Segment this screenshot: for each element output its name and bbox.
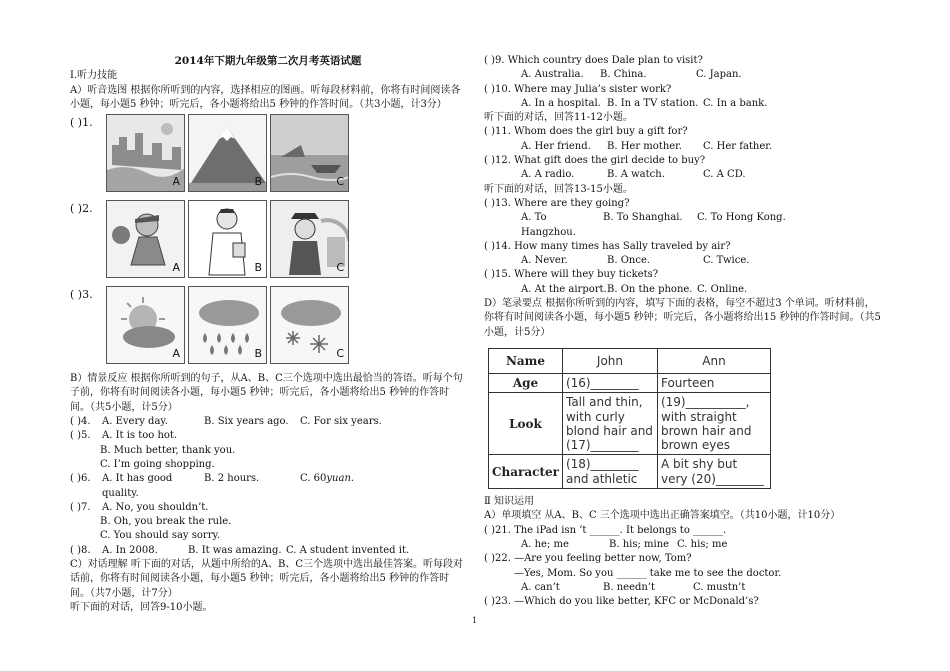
option-a: A. Her friend. [521, 140, 591, 152]
picture-city-option [106, 114, 185, 192]
picture-seaside-option [270, 114, 349, 192]
part1-heading: Ⅰ.听力技能 [70, 70, 118, 82]
option-tag: B [254, 346, 262, 360]
option-c: C. You should say sorry. [100, 530, 220, 542]
option-a: A. In a hospital. [521, 97, 601, 109]
option-a: A. Every day. [102, 416, 168, 428]
option-b: B. On the phone. [607, 283, 693, 295]
question-11: ( )11. Whom does the girl buy a gift for? [484, 126, 688, 138]
question-7 [70, 501, 466, 515]
option-b: B. A watch. [607, 169, 665, 181]
picture-rain-option [188, 286, 267, 364]
cell-ann-character[interactable]: A bit shy but very (20)________ [657, 455, 770, 489]
option-b: B. Much better, thank you. [100, 444, 236, 456]
question-8 [70, 544, 466, 558]
picture-player-option [106, 200, 185, 278]
option-c: C. I’m going shopping. [100, 458, 215, 470]
option-a: A. At the airport. [521, 283, 607, 295]
option-a: A. It has good quality. [102, 473, 173, 499]
question-21-options [484, 538, 884, 552]
option-tag: B [254, 174, 262, 188]
right-column [484, 54, 884, 609]
option-c: C. For six years. [300, 416, 382, 428]
question-5 [70, 429, 466, 443]
pic-question-label: ( )2. [70, 202, 93, 216]
question-10: ( )10. Where may Julia’s sister work? [484, 83, 672, 95]
option-c: C. In a bank. [703, 97, 768, 109]
row-header-character: Character [489, 455, 563, 489]
part1-c-intro: C）对话理解 听下面的对话，从题中所给的A、B、C三个选项中选出最佳答案。听每段对话前，你将有时间阅读各小题，每小题5 秒钟；听完后，各小题将给出5 秒钟的作答时间。（共7小题，计7分） [70, 559, 464, 599]
table-row [489, 348, 771, 373]
question-21: ( )21. The iPad isn ’t ______. It belongs to ______. [484, 524, 727, 536]
question-11-options [484, 140, 884, 154]
option-tag: A [172, 174, 180, 188]
option-a: A. A radio. [521, 169, 575, 181]
option-a: A. In 2008. [102, 544, 158, 556]
option-b: B. To Shanghai. [603, 212, 683, 224]
option-b: B. 2 hours. [204, 473, 260, 485]
option-b: B. In a TV station. [607, 97, 699, 109]
row-header-name: Name [489, 348, 563, 373]
option-tag: B [254, 260, 262, 274]
question-13-options [484, 211, 884, 240]
picture-doctor-option [188, 200, 267, 278]
table-row [489, 393, 771, 455]
table-row [489, 455, 771, 489]
note-taking-table [488, 348, 771, 489]
question-number: ( )4. [70, 416, 91, 428]
left-column [70, 54, 466, 615]
option-c: C. Online. [697, 283, 748, 295]
question-22: ( )22. —Are you feeling better now, Tom? [484, 553, 692, 565]
question-13: ( )13. Where are they going? [484, 197, 630, 209]
part1-b-intro: B）情景反应 根据你所听到的句子，从A、B、C三个选项中选出最恰当的答语。听每个句子前，你将有时间阅读各小题，每小题5 秒钟；听完后，各小题将给出5 秒钟的作答时间。（共5小题，计5分） [70, 373, 463, 413]
part1-a-intro: A）听音选图 根据你所听到的内容，选择相应的图画。听每段材料前，你将有时间阅读各小题，每小题5 秒钟；听完后，各小题将给出5 秒钟的作答时间。（共3小题，计3分） [70, 84, 461, 110]
option-c: C. Twice. [703, 255, 750, 267]
question-12: ( )12. What gift does the girl decide to buy? [484, 155, 706, 167]
option-a: A. he; me [521, 538, 569, 550]
question-number: ( )8. [70, 544, 91, 556]
question-number: ( )6. [70, 473, 91, 485]
option-tag: A [172, 260, 180, 274]
cell-john-look[interactable]: Tall and thin, with curly blond hair and (17)________ [562, 393, 657, 455]
picture-snow-option [270, 286, 349, 364]
option-c: C. A CD. [703, 169, 746, 181]
option-a: A. can’t [521, 581, 560, 593]
cell-ann-age: Fourteen [657, 373, 770, 392]
picture-police-option [270, 200, 349, 278]
question-15-options [484, 283, 884, 297]
cell-john-character[interactable]: (18)________ and athletic [562, 455, 657, 489]
page-number: 1 [472, 616, 478, 625]
option-a: A. Never. [521, 255, 568, 267]
option-c: C. Japan. [696, 69, 742, 81]
part2-heading: Ⅱ 知识运用 [484, 496, 534, 508]
option-b: B. his; mine [609, 538, 670, 550]
option-c: C. 60yuan. [300, 473, 355, 485]
question-14-options [484, 254, 884, 268]
pic-question-3 [70, 286, 466, 368]
option-a: A. Australia. [521, 69, 584, 81]
option-tag: C [336, 346, 344, 360]
header-john: John [562, 348, 657, 373]
note-13-15: 听下面的对话，回答13-15小题。 [484, 183, 633, 195]
option-c: C. Her father. [703, 140, 773, 152]
question-6 [70, 472, 466, 501]
question-number: ( )7. [70, 501, 91, 513]
exam-title: 2014年下期九年级第二次月考英语试题 [174, 55, 362, 67]
cell-john-age[interactable]: (16)________ [562, 373, 657, 392]
question-number: ( )5. [70, 430, 91, 442]
option-b: B. Once. [607, 255, 651, 267]
header-ann: Ann [657, 348, 770, 373]
picture-mountain-option [188, 114, 267, 192]
table-row [489, 373, 771, 392]
question-9: ( )9. Which country does Dale plan to visit? [484, 55, 703, 66]
row-header-age: Age [489, 373, 563, 392]
option-c: C. A student invented it. [286, 544, 410, 556]
option-a: A. To Hangzhou. [521, 212, 576, 238]
question-9-options [484, 68, 884, 82]
option-c: C. mustn’t [693, 581, 746, 593]
option-tag: A [172, 346, 180, 360]
question-4 [70, 415, 466, 429]
question-14: ( )14. How many times has Sally traveled by air? [484, 240, 731, 252]
part2-a-intro: A）单项填空 从A、B、C 三个选项中选出正确答案填空。（共10小题，计10分） [484, 510, 841, 522]
option-b: B. China. [600, 69, 647, 81]
option-tag: C [336, 174, 344, 188]
option-c: C. his; me [677, 538, 728, 550]
option-a: A. No, you shouldn’t. [102, 501, 209, 513]
option-tag: C [336, 260, 344, 274]
picture-sunny-cloudy-option [106, 286, 185, 364]
pic-question-1 [70, 114, 466, 196]
option-b: B. Her mother. [607, 140, 683, 152]
part1-c-note: 听下面的对话，回答9-10小题。 [70, 601, 213, 613]
cell-ann-look[interactable]: (19)__________, with straight brown hair and brown eyes [657, 393, 770, 455]
pic-question-label: ( )1. [70, 116, 93, 130]
pic-question-2 [70, 200, 466, 282]
pic-question-label: ( )3. [70, 288, 93, 302]
question-22-line2: —Yes, Mom. So you ______ take me to see the doctor. [514, 567, 782, 579]
row-header-look: Look [489, 393, 563, 455]
option-b: B. It was amazing. [188, 544, 282, 556]
question-22-options [484, 581, 884, 595]
question-23: ( )23. —Which do you like better, KFC or McDonald’s? [484, 596, 759, 608]
option-b: B. Six years ago. [204, 416, 289, 428]
part1-d-intro: D）笔录要点 根据你所听到的内容，填写下面的表格，每空不超过3 个单词。听材料前，你将有时间阅读各小题，每小题5 秒钟；听完后，各小题将给出15 秒钟的作答时间。（共5 小题，计5分） [484, 298, 881, 338]
option-a: A. It is too hot. [102, 430, 178, 442]
option-b: B. needn’t [603, 581, 656, 593]
question-10-options [484, 97, 884, 111]
option-b: B. Oh, you break the rule. [100, 516, 232, 528]
note-11-12: 听下面的对话，回答11-12小题。 [484, 112, 633, 124]
question-15: ( )15. Where will they buy tickets? [484, 269, 659, 281]
option-c: C. To Hong Kong. [697, 212, 786, 224]
question-12-options [484, 168, 884, 182]
